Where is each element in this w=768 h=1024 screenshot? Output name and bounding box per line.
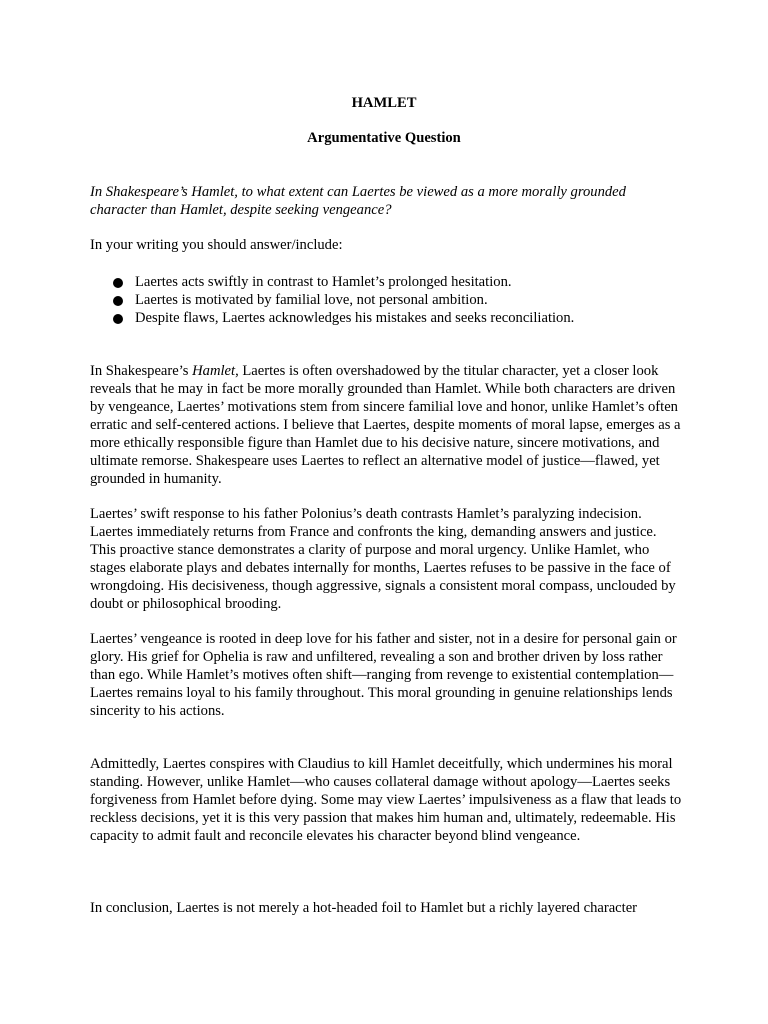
intro-paragraph <box>90 362 682 488</box>
list-item <box>90 291 682 309</box>
list-item <box>90 309 682 327</box>
document-subtitle: Argumentative Question <box>307 130 461 146</box>
document-title: HAMLET <box>351 95 417 111</box>
instruction-text: In your writing you should answer/include: <box>90 237 343 253</box>
intro-prefix: In Shakespeare’s <box>90 363 193 379</box>
bullet-icon <box>113 314 123 324</box>
bullet-icon <box>113 278 123 288</box>
body-paragraph-3: Laertes’ vengeance is rooted in deep love for his father and sister, not in a desire for personal gain or glory. His grief for Ophelia is raw and unfiltered, revealing a son and brother driven by loss rather than ego. While Hamlet’s motives often shift—ranging from revenge to existential contemplation—Laertes remains loyal to his family throughout. This moral grounding in genuine relationships lends sincerity to his actions. <box>90 631 677 719</box>
list-item-text: Laertes acts swiftly in contrast to Hamlet’s prolonged hesitation. <box>135 274 512 290</box>
list-item-text: Despite flaws, Laertes acknowledges his mistakes and seeks reconciliation. <box>135 310 575 326</box>
intro-rest: , Laertes is often overshadowed by the titular character, yet a closer look reveals that he may in fact be more morally grounded than Hamlet. While both characters are driven by vengeance, Laertes’ motivations stem from sincere familial love and honor, unlike Hamlet’s often erratic and self-centered actions. I believe that Laertes, despite moments of moral lapse, emerges as a more ethically responsible figure than Hamlet due to his decisive nature, sincere motivations, and ultimate remorse. Shakespeare uses Laertes to reflect an alternative model of justice—flawed, yet grounded in humanity. <box>90 363 681 487</box>
requirement-list <box>90 273 682 327</box>
list-item-text: Laertes is motivated by familial love, not personal ambition. <box>135 292 488 308</box>
list-item <box>90 273 682 291</box>
conclusion-paragraph: In conclusion, Laertes is not merely a hot-headed foil to Hamlet but a richly layered character <box>90 900 638 916</box>
body-paragraph-4: Admittedly, Laertes conspires with Claudius to kill Hamlet deceitfully, which undermines his moral standing. However, unlike Hamlet—who causes collateral damage without apology—Laertes seeks forgiveness from Hamlet before dying. Some may view Laertes’ impulsiveness as a flaw that leads to reckless decisions, yet it is this very passion that makes him human and, ultimately, redeemable. His capacity to admit fault and reconcile elevates his character beyond blind vengeance. <box>90 756 682 844</box>
essay-question: In Shakespeare’s Hamlet, to what extent can Laertes be viewed as a more morally grounded character than Hamlet, despite seeking vengeance? <box>90 184 626 218</box>
body-paragraph-2: Laertes’ swift response to his father Polonius’s death contrasts Hamlet’s paralyzing indecision. Laertes immediately returns from France and confronts the king, demanding answers and justice. This proactive stance demonstrates a clarity of purpose and moral urgency. Unlike Hamlet, who stages elaborate plays and debates internally for months, Laertes refuses to be passive in the face of wrongdoing. His decisiveness, though aggressive, signals a consistent moral compass, unclouded by doubt or philosophical brooding. <box>90 506 676 612</box>
bullet-icon <box>113 296 123 306</box>
play-title-emphasis: Hamlet <box>192 363 236 379</box>
